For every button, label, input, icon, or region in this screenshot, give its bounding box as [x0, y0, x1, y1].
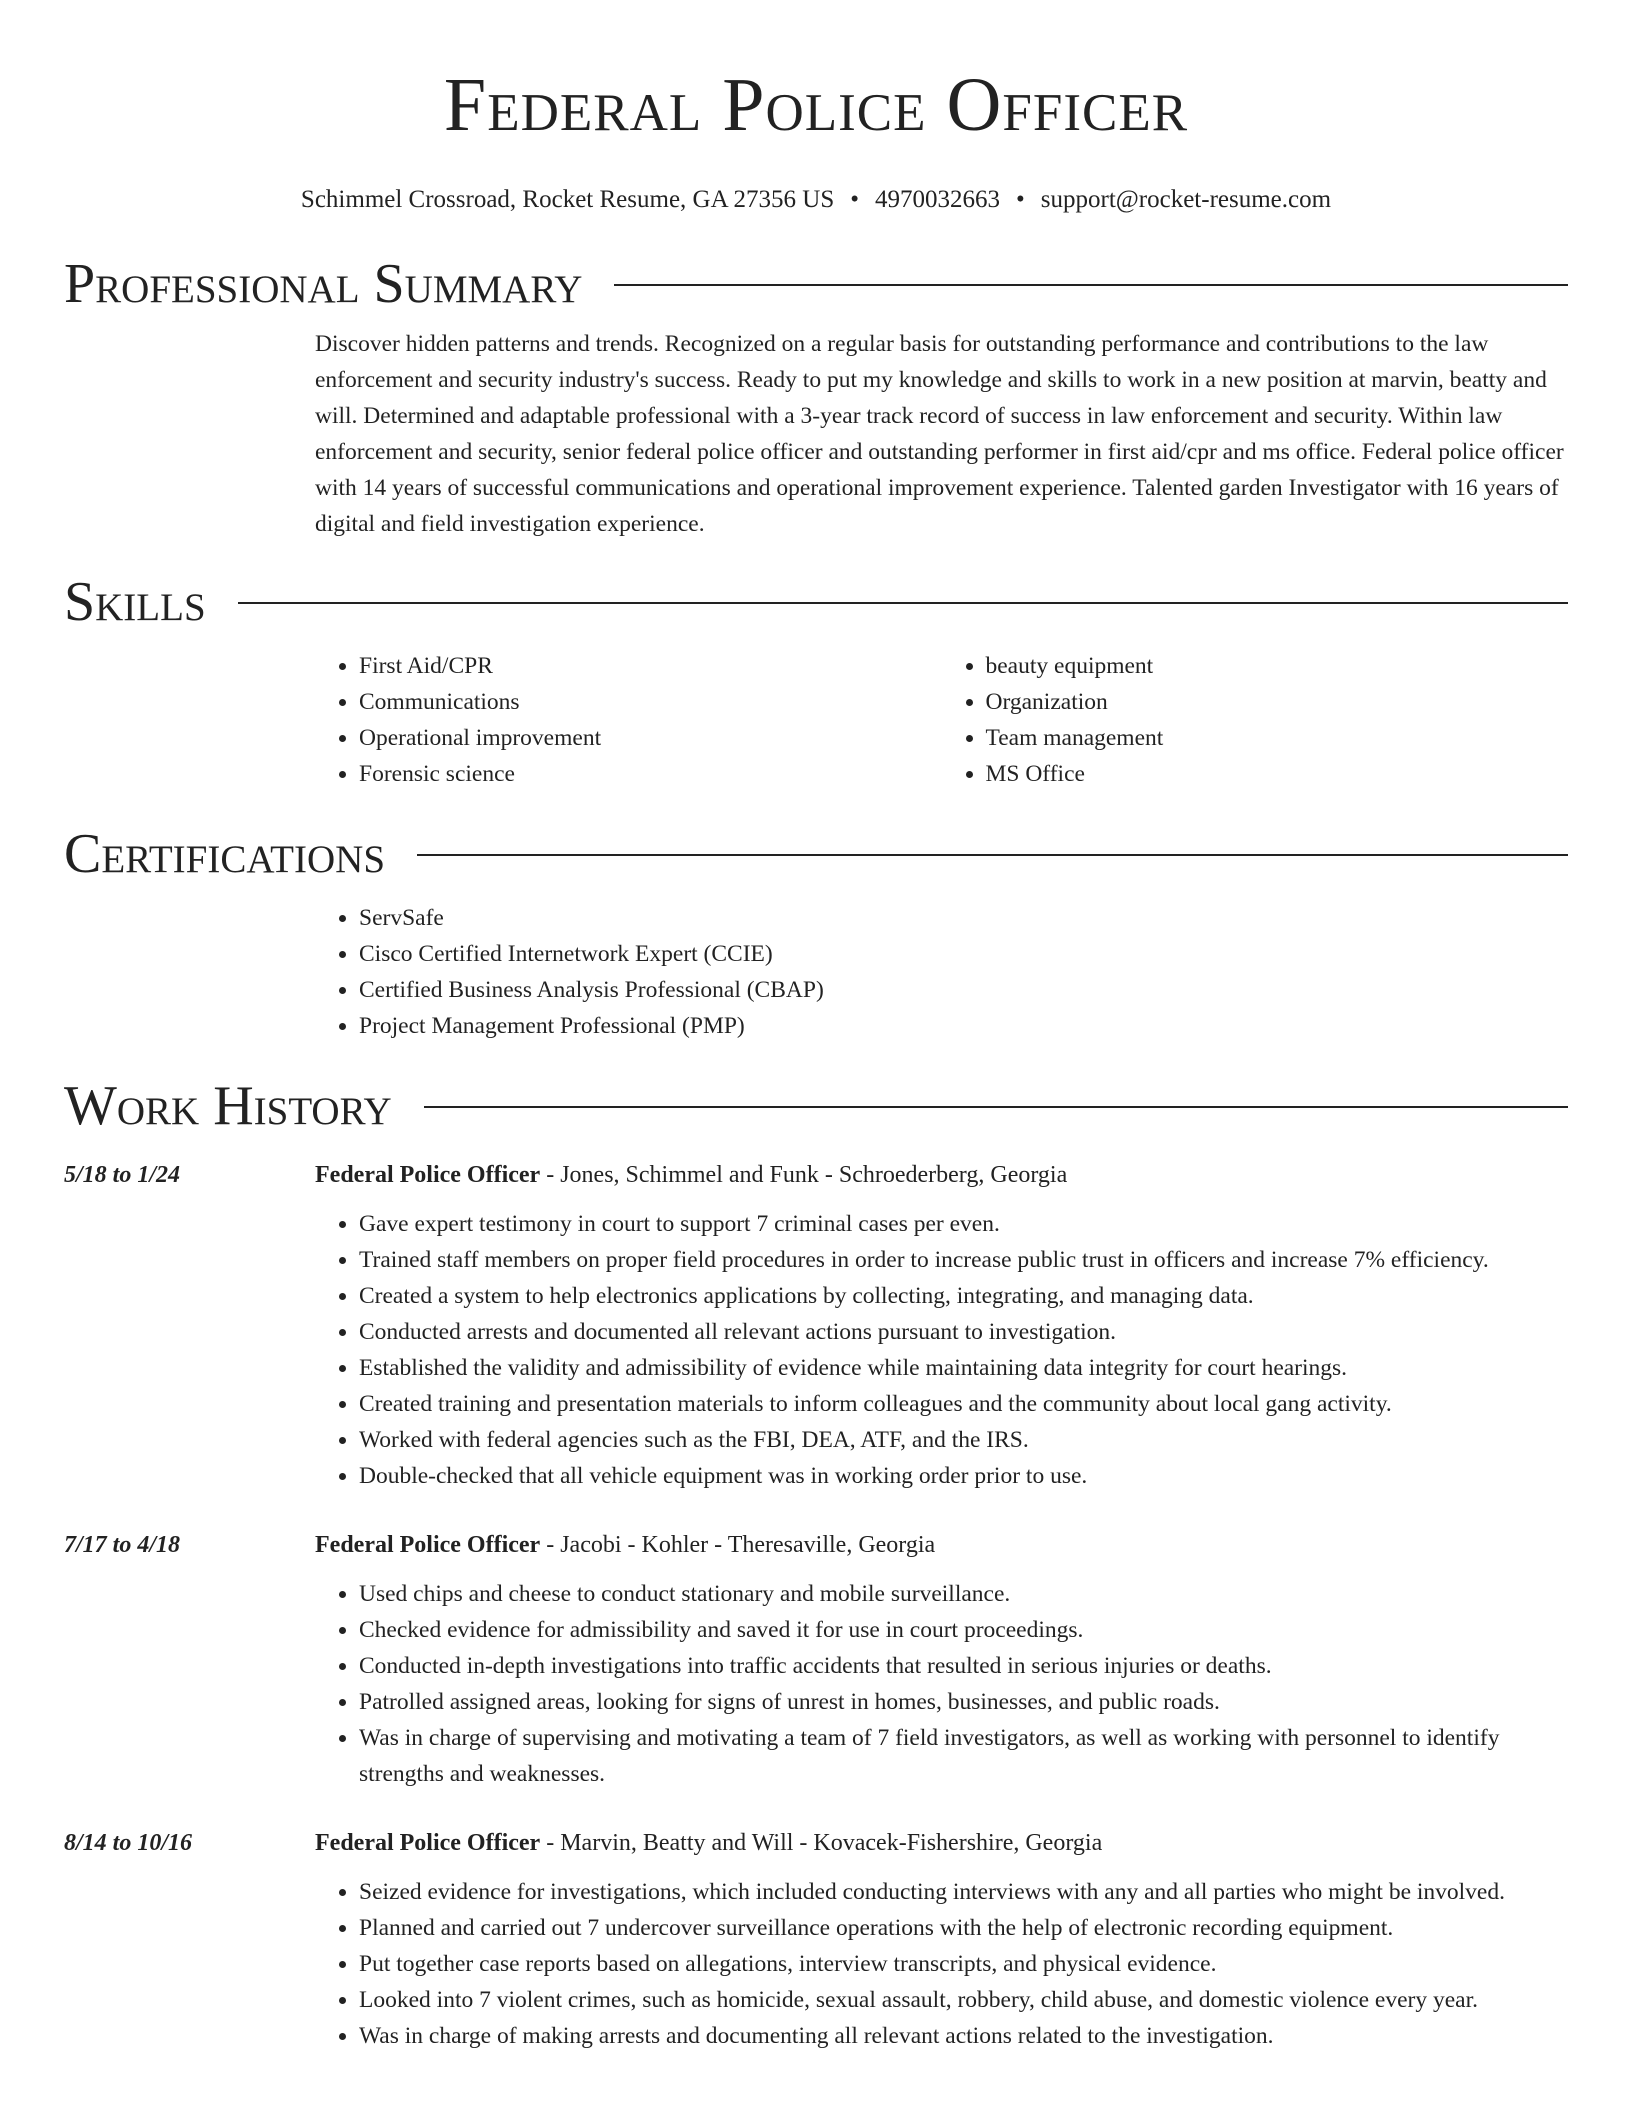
list-item: • First Aid/CPR [359, 648, 942, 684]
work-title: Work History [64, 1075, 392, 1137]
list-item: • Team management [986, 720, 1569, 756]
job-header [64, 1528, 1568, 1562]
certifications-title: Certifications [64, 823, 386, 885]
list-item: • ServSafe [359, 900, 1568, 936]
list-item: • Looked into 7 violent crimes, such as homicide, sexual assault, robbery, child abuse, and domestic violence every year. [359, 1982, 1568, 2018]
job-date: 7/17 to 4/18 [64, 1532, 181, 1558]
summary-title: Professional Summary [64, 253, 583, 315]
job-bullets [315, 1206, 1568, 1494]
list-item: • Conducted in-depth investigations into traffic accidents that resulted in serious injuries or deaths. [359, 1648, 1568, 1684]
list-item: • Certified Business Analysis Professional (CBAP) [359, 972, 1568, 1008]
summary-text: Discover hidden patterns and trends. Recognized on a regular basis for outstanding performance and contributions to the law enforcement and security industry's success. Ready to put my knowledge and skills to work in a new position at marvin, beatty and will. Determined and adaptable professional with a 3-year track record of success in law enforcement and security. Within law enforcement and security, senior federal police officer and outstanding performer in first aid/cpr and ms office. Federal police officer with 14 years of successful communications and operational improvement experience. Talented garden Investigator with 16 years of digital and field investigation experience. [315, 331, 1564, 537]
job-bullets [315, 1576, 1568, 1792]
job-header [64, 1158, 1568, 1192]
job-entry [64, 1826, 1568, 2054]
list-item: • Project Management Professional (PMP) [359, 1008, 1568, 1044]
list-item: • Planned and carried out 7 undercover surveillance operations with the help of electronic recording equipment. [359, 1910, 1568, 1946]
job-title-line [315, 1528, 935, 1562]
job-header [64, 1826, 1568, 1860]
list-item: • Used chips and cheese to conduct stationary and mobile surveillance. [359, 1576, 1568, 1612]
section-divider [424, 1106, 1568, 1108]
list-item: • Communications [359, 684, 942, 720]
list-item: • Forensic science [359, 756, 942, 792]
skills-section-header [64, 570, 1568, 634]
contact-phone: 4970032663 [875, 186, 1000, 213]
job-entry [64, 1158, 1568, 1494]
job-role: Federal Police Officer [315, 1162, 541, 1188]
list-item: • Created training and presentation materials to inform colleagues and the community about local gang activity. [359, 1386, 1568, 1422]
list-item: • Established the validity and admissibility of evidence while maintaining data integrity for court hearings. [359, 1350, 1568, 1386]
section-divider [614, 284, 1568, 286]
list-item: • MS Office [986, 756, 1569, 792]
list-item: • Was in charge of making arrests and documenting all relevant actions related to the investigation. [359, 2018, 1568, 2054]
summary-section-header [64, 252, 1568, 316]
section-divider [238, 602, 1568, 604]
job-title-line [315, 1826, 1102, 1860]
certifications-list [315, 900, 1568, 1044]
list-item: • Conducted arrests and documented all relevant actions pursuant to investigation. [359, 1314, 1568, 1350]
job-employer: - Jacobi - Kohler - Theresaville, Georgia [540, 1532, 936, 1558]
list-item: • Created a system to help electronics applications by collecting, integrating, and managing data. [359, 1278, 1568, 1314]
list-item: • Checked evidence for admissibility and saved it for use in court proceedings. [359, 1612, 1568, 1648]
work-history-list [64, 1158, 1568, 2054]
contact-address: Schimmel Crossroad, Rocket Resume, GA 27356 US [300, 186, 835, 213]
job-employer: - Marvin, Beatty and Will - Kovacek-Fishershire, Georgia [540, 1830, 1103, 1856]
contact-email: support@rocket-resume.com [1040, 186, 1332, 213]
contact-separator: • [850, 186, 859, 213]
list-item: • Cisco Certified Internetwork Expert (CCIE) [359, 936, 1568, 972]
job-employer: - Jones, Schimmel and Funk - Schroederberg, Georgia [540, 1162, 1068, 1188]
certifications-items [315, 900, 1568, 1044]
list-item: • Was in charge of supervising and motivating a team of 7 field investigators, as well as working with personnel to identify strengths and weaknesses. [359, 1720, 1568, 1792]
list-item: • Double-checked that all vehicle equipment was in working order prior to use. [359, 1458, 1568, 1494]
skills-column-right [942, 648, 1569, 792]
list-item: • beauty equipment [986, 648, 1569, 684]
list-item: • Seized evidence for investigations, which included conducting interviews with any and all parties who might be involved. [359, 1874, 1568, 1910]
job-date: 8/14 to 10/16 [64, 1830, 193, 1856]
list-item: • Organization [986, 684, 1569, 720]
list-item: • Put together case reports based on allegations, interview transcripts, and physical evidence. [359, 1946, 1568, 1982]
list-item: • Operational improvement [359, 720, 942, 756]
list-item: • Gave expert testimony in court to support 7 criminal cases per even. [359, 1206, 1568, 1242]
list-item: • Patrolled assigned areas, looking for signs of unrest in homes, businesses, and public roads. [359, 1684, 1568, 1720]
contact-separator: • [1016, 186, 1025, 213]
skills-column-left [315, 648, 942, 792]
job-role: Federal Police Officer [315, 1532, 541, 1558]
page-title: Federal Police Officer [443, 63, 1189, 147]
certifications-section-header [64, 822, 1568, 886]
section-divider [417, 854, 1568, 856]
work-section-header [64, 1074, 1568, 1138]
skills-list [315, 648, 1568, 792]
job-title-line [315, 1158, 1067, 1192]
skills-title: Skills [64, 571, 206, 633]
job-entry [64, 1528, 1568, 1792]
job-role: Federal Police Officer [315, 1830, 541, 1856]
contact-line [64, 184, 1568, 216]
job-bullets [315, 1874, 1568, 2054]
job-date: 5/18 to 1/24 [64, 1162, 181, 1188]
list-item: • Worked with federal agencies such as the FBI, DEA, ATF, and the IRS. [359, 1422, 1568, 1458]
list-item: • Trained staff members on proper field procedures in order to increase public trust in officers and increase 7% efficiency. [359, 1242, 1568, 1278]
